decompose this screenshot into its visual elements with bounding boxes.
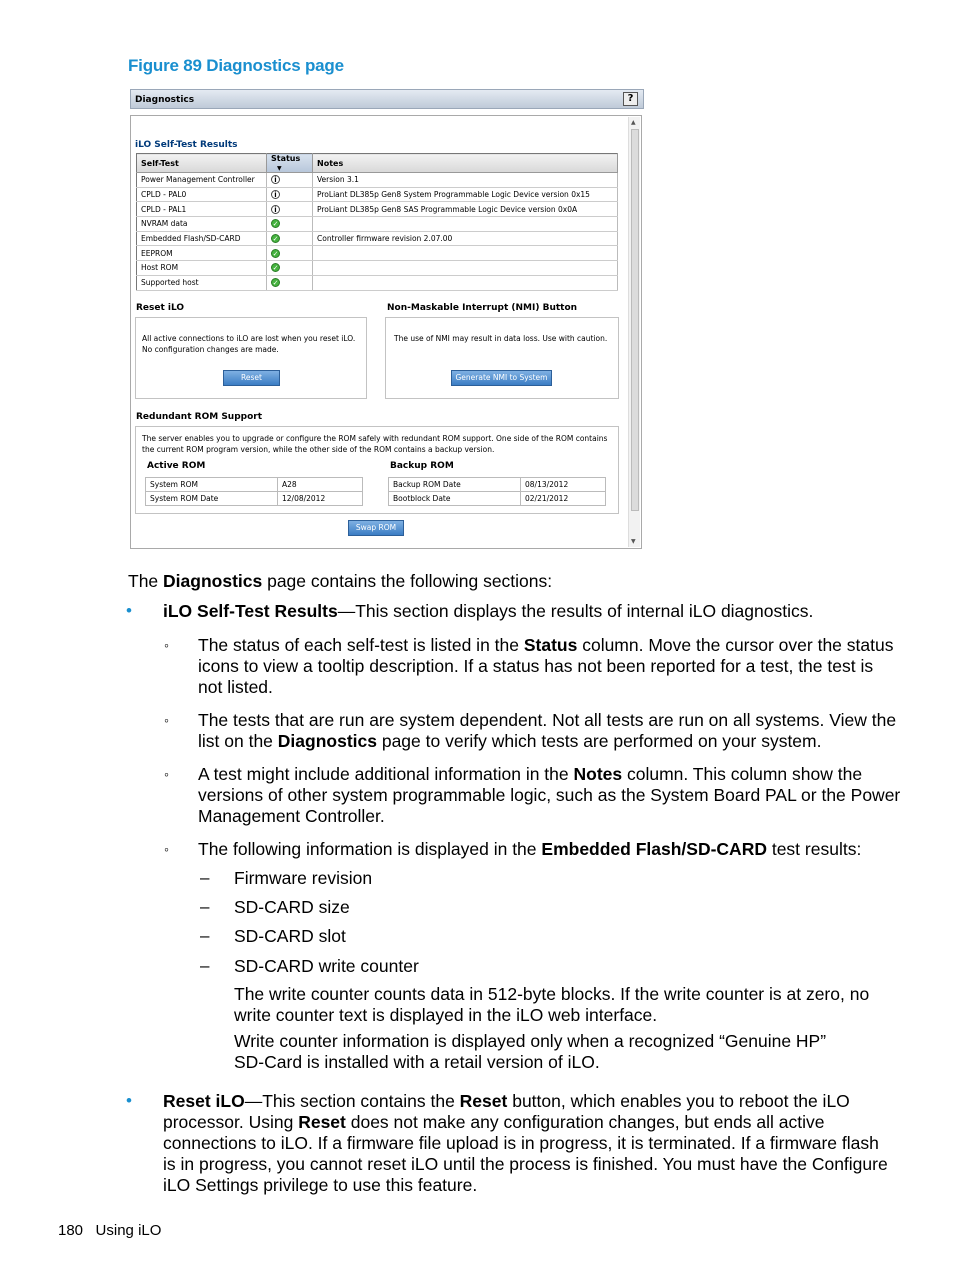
- self-test-name: CPLD - PAL1: [137, 202, 267, 217]
- bullet-bold: Reset: [298, 1112, 346, 1132]
- sort-desc-icon: ▼: [277, 165, 282, 172]
- table-row: [137, 261, 618, 276]
- rom-text-2: the current ROM program version, while the other side of the ROM contains a backup version.: [142, 445, 495, 454]
- intro-paragraph: [128, 571, 552, 592]
- page-title: Diagnostics: [135, 95, 195, 105]
- sub-bold: Embedded Flash/SD-CARD: [541, 839, 767, 859]
- nmi-text: The use of NMI may result in data loss. Use with caution.: [394, 334, 608, 343]
- note-text: Write counter information is displayed only when a recognized “Genuine HP”: [234, 1031, 827, 1051]
- bullet-text: does not make any configuration changes, but ends all active: [345, 1112, 825, 1132]
- sub-text: icons to view a tooltip description. If a status has not been reported for a test, the test is: [198, 656, 874, 676]
- rom-label: System ROM: [146, 478, 278, 492]
- status-cell: [267, 231, 313, 246]
- table-row: [137, 187, 618, 202]
- table-row: [146, 492, 363, 506]
- table-row: [137, 217, 618, 232]
- bullet-text: button, which enables you to reboot the iLO: [507, 1091, 850, 1111]
- dash-item-firmware: Firmware revision: [234, 868, 373, 888]
- self-test-name: Supported host: [137, 275, 267, 290]
- footer-section: Using iLO: [95, 1222, 162, 1239]
- figure-caption: Figure 89 Diagnostics page: [128, 56, 344, 75]
- sub-item-tests: [198, 710, 896, 752]
- page-number: 180: [58, 1222, 84, 1239]
- diagnostics-titlebar: [130, 89, 644, 109]
- note-text: SD-Card is installed with a retail version of iLO.: [234, 1052, 600, 1072]
- note-text: write counter text is displayed in the iLO web interface.: [234, 1005, 658, 1025]
- bullet-text: iLO Settings privilege to use this feature.: [163, 1175, 478, 1195]
- bullet-self-test-title: iLO Self-Test Results: [163, 601, 338, 621]
- scroll-down-icon[interactable]: ▼: [631, 538, 636, 545]
- notes-cell: ProLiant DL385p Gen8 System Programmable Logic Device version 0x15: [313, 187, 618, 202]
- status-cell: [267, 173, 313, 188]
- rom-value: 08/13/2012: [521, 478, 606, 492]
- bullet-icon: •: [126, 601, 132, 620]
- column-header-self-test[interactable]: Self-Test: [137, 154, 267, 173]
- dash-item-slot: SD-CARD slot: [234, 926, 346, 946]
- notes-cell: [313, 275, 618, 290]
- status-cell: [267, 187, 313, 202]
- bullet-reset-ilo: [163, 1091, 888, 1196]
- table-row: [389, 478, 606, 492]
- dash-icon: –: [200, 897, 210, 916]
- rom-value: 12/08/2012: [278, 492, 363, 506]
- sub-bullet-icon: ◦: [164, 637, 169, 653]
- sub-text: The following information is displayed in the: [198, 839, 542, 859]
- nmi-heading: Non-Maskable Interrupt (NMI) Button: [387, 303, 578, 313]
- swap-rom-button[interactable]: Swap ROM: [348, 520, 404, 536]
- sub-text: list on the: [198, 731, 278, 751]
- rom-value: A28: [278, 478, 363, 492]
- sub-bold: Diagnostics: [277, 731, 377, 751]
- note-text: The write counter counts data in 512-byte blocks. If the write counter is at zero, no: [234, 984, 870, 1004]
- sub-item-embedded-flash: [198, 839, 861, 860]
- notes-cell: Version 3.1: [313, 173, 618, 188]
- bullet-bold: Reset: [459, 1091, 508, 1111]
- column-header-notes[interactable]: Notes: [313, 154, 618, 173]
- status-ok-icon[interactable]: ✓: [272, 279, 279, 288]
- rom-label: Bootblock Date: [389, 492, 521, 506]
- notes-cell: [313, 217, 618, 232]
- sub-text: versions of other system programmable logic, such as the System Board PAL or the Power: [198, 785, 901, 805]
- sub-text: column. This column show the: [622, 764, 863, 784]
- status-cell: [267, 246, 313, 261]
- active-rom-table: [145, 477, 363, 506]
- sub-bold: Notes: [573, 764, 623, 784]
- rom-value: 02/21/2012: [521, 492, 606, 506]
- status-cell: [267, 217, 313, 232]
- status-info-icon[interactable]: i: [271, 175, 280, 184]
- scroll-up-icon[interactable]: ▲: [631, 119, 636, 126]
- sub-item-status: [198, 635, 893, 698]
- table-row: [137, 246, 618, 261]
- self-test-name: Host ROM: [137, 261, 267, 276]
- sub-text: The tests that are run are system dependent. Not all tests are run on all systems. View the: [198, 710, 897, 730]
- rom-label: System ROM Date: [146, 492, 278, 506]
- page-footer: [58, 1222, 161, 1239]
- bullet-text: —This section contains the: [244, 1091, 460, 1111]
- rom-text-1: The server enables you to upgrade or configure the ROM safely with redundant ROM support. One side of the ROM contains: [142, 434, 608, 443]
- bullet-reset-title: Reset iLO: [163, 1091, 245, 1111]
- column-header-status-label: Status: [271, 154, 301, 163]
- reset-text-2: No configuration changes are made.: [142, 345, 279, 354]
- notes-cell: [313, 261, 618, 276]
- self-test-name: CPLD - PAL0: [137, 187, 267, 202]
- sub-bullet-icon: ◦: [164, 712, 169, 728]
- backup-rom-table: [388, 477, 606, 506]
- dash-icon: –: [200, 868, 210, 887]
- sub-text: Management Controller.: [198, 806, 385, 826]
- status-info-icon[interactable]: i: [271, 190, 280, 199]
- sub-text: column. Move the cursor over the status: [577, 635, 894, 655]
- active-rom-heading: Active ROM: [147, 461, 206, 471]
- vertical-scrollbar[interactable]: [628, 117, 640, 547]
- reset-ilo-box: [135, 317, 367, 399]
- status-ok-icon[interactable]: ✓: [272, 264, 279, 273]
- genuine-hp-note: [234, 1031, 826, 1073]
- self-test-name: Embedded Flash/SD-CARD: [137, 231, 267, 246]
- sub-bullet-icon: ◦: [164, 841, 169, 857]
- dash-item-counter: SD-CARD write counter: [234, 956, 419, 976]
- write-counter-note: [234, 984, 869, 1026]
- intro-text-end: page contains the following sections:: [262, 571, 553, 591]
- notes-cell: [313, 246, 618, 261]
- sub-text: page to verify which tests are performed on your system.: [376, 731, 822, 751]
- self-test-table: [136, 153, 618, 291]
- scrollbar-thumb[interactable]: [631, 129, 639, 511]
- table-row: [137, 202, 618, 217]
- generate-nmi-button[interactable]: Generate NMI to System: [451, 370, 552, 386]
- table-row: [137, 173, 618, 188]
- status-ok-icon[interactable]: ✓: [272, 235, 279, 244]
- redundant-rom-box: [135, 426, 619, 514]
- sub-text: A test might include additional information in the: [198, 764, 574, 784]
- table-row: [137, 231, 618, 246]
- self-test-name: EEPROM: [137, 246, 267, 261]
- bullet-text: processor. Using: [163, 1112, 299, 1132]
- redundant-rom-heading: Redundant ROM Support: [136, 412, 263, 422]
- status-cell: [267, 261, 313, 276]
- self-test-heading: iLO Self-Test Results: [135, 140, 238, 150]
- backup-rom-heading: Backup ROM: [390, 461, 454, 471]
- bullet-text: is in progress, you cannot reset iLO until the process is finished. You must have the Configure: [163, 1154, 888, 1174]
- status-ok-icon[interactable]: ✓: [272, 249, 279, 258]
- status-cell: [267, 202, 313, 217]
- bullet-self-test-text: —This section displays the results of internal iLO diagnostics.: [337, 601, 814, 621]
- table-row: [146, 478, 363, 492]
- status-info-icon[interactable]: i: [271, 205, 280, 214]
- diagnostics-screenshot: [130, 89, 644, 549]
- sub-text: not listed.: [198, 677, 273, 697]
- bullet-self-test: [163, 601, 813, 622]
- column-header-status[interactable]: [267, 154, 313, 173]
- help-icon[interactable]: ?: [623, 92, 638, 106]
- rom-label: Backup ROM Date: [389, 478, 521, 492]
- sub-bold: Status: [523, 635, 578, 655]
- notes-cell: Controller firmware revision 2.07.00: [313, 231, 618, 246]
- reset-ilo-heading: Reset iLO: [136, 303, 185, 313]
- sub-item-notes: [198, 764, 900, 827]
- reset-text-1: All active connections to iLO are lost when you reset iLO.: [142, 334, 356, 343]
- dash-item-size: SD-CARD size: [234, 897, 350, 917]
- notes-cell: ProLiant DL385p Gen8 SAS Programmable Logic Device version 0x0A: [313, 202, 618, 217]
- dash-icon: –: [200, 926, 210, 945]
- bullet-text: connections to iLO. If a firmware file upload is in progress, it is terminated. If a firmware flash: [163, 1133, 879, 1153]
- nmi-box: [385, 317, 619, 399]
- reset-button[interactable]: Reset: [223, 370, 280, 386]
- status-cell: [267, 275, 313, 290]
- sub-text: The status of each self-test is listed in the: [198, 635, 524, 655]
- diagnostics-panel: [130, 115, 642, 549]
- intro-bold: Diagnostics: [163, 571, 263, 591]
- self-test-name: NVRAM data: [137, 217, 267, 232]
- sub-bullet-icon: ◦: [164, 766, 169, 782]
- table-row: [389, 492, 606, 506]
- self-test-name: Power Management Controller: [137, 173, 267, 188]
- sub-text: test results:: [766, 839, 862, 859]
- status-ok-icon[interactable]: ✓: [272, 220, 279, 229]
- dash-icon: –: [200, 956, 210, 975]
- bullet-icon: •: [126, 1091, 132, 1110]
- intro-text: The: [128, 571, 164, 591]
- table-row: [137, 275, 618, 290]
